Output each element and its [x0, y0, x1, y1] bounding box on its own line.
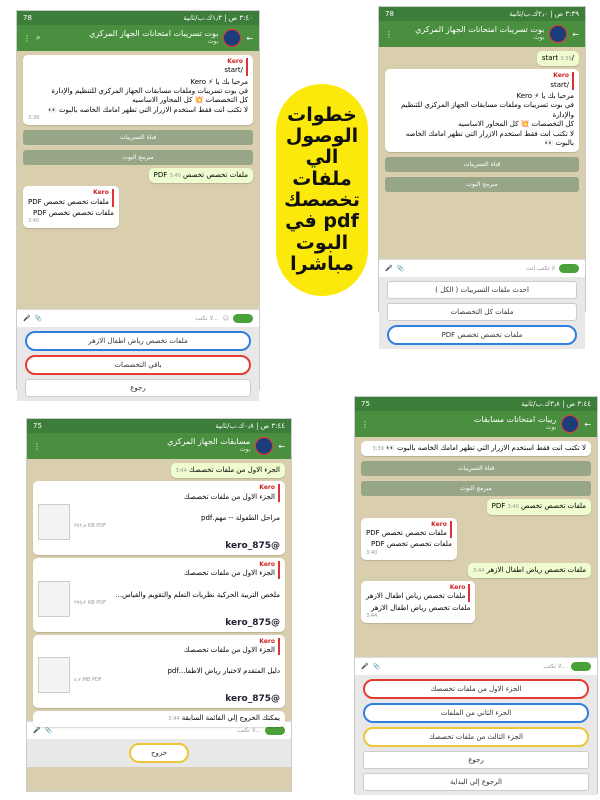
quote-text: الجزء الاول من ملفات تخصصك	[184, 492, 275, 501]
inline-button-leaks[interactable]: قناة التسريبات	[385, 157, 579, 172]
time: 3:44	[366, 613, 378, 619]
banner-text: خطوات الوصول الي ملفات تخصصك pdf في البوت مباشرا	[284, 103, 360, 275]
input-bar	[17, 309, 259, 327]
chat-header	[17, 25, 259, 51]
file-size: ٣٨٢٫٨ KB PDF	[74, 523, 107, 530]
intro-text: في بوت تسريبات وملفات مسابقات الجهاز المركزي للتنظيم والإدارة	[401, 101, 574, 119]
chat-subtitle: بوت	[239, 446, 251, 454]
file-name[interactable]: مراحل الطفولة -- مهم.pdf	[201, 513, 280, 522]
intro-text: في بوت تسريبات وملفات مسابقات الجهاز المركزي للتنظيم والإدارة	[51, 86, 248, 95]
chat-subtitle: بوت	[533, 34, 545, 42]
file-size: ٤٫٧ MB PDF	[74, 676, 102, 683]
time: 3:40	[507, 504, 519, 511]
quote-sender: Kero	[431, 520, 447, 528]
channel-tag: @kero_875	[225, 694, 280, 705]
keyboard-button[interactable]: باقي التخصصات	[25, 355, 251, 375]
channel-tag: @kero_875	[225, 617, 280, 628]
message-text: /start	[541, 54, 574, 62]
outgoing-message	[537, 51, 579, 66]
menu-icon[interactable]: ⋮	[23, 33, 31, 43]
chat-area	[355, 437, 597, 657]
message-bubble	[361, 441, 591, 456]
pdf-thumbnail-icon[interactable]	[38, 581, 70, 617]
quote-sender: Kero	[93, 189, 109, 197]
status-time: ٣:٤٤ ص | ٠٫٨ك.ب/ثانية	[215, 422, 285, 430]
status-bar	[27, 419, 291, 433]
status-time: ٣:٤٤ ص | ٣٫٨ك.ب/ثانية	[521, 400, 591, 408]
specs-text: كل التخصصات 💥 كل المحاور الاساسيه	[132, 96, 248, 105]
keyboard-button[interactable]: رجوع	[363, 751, 589, 769]
bot-keyboard	[355, 675, 597, 795]
message-text: ملفات تخصص تخصص PDF	[371, 540, 452, 549]
battery: 78	[23, 14, 32, 22]
specs-text: كل التخصصات 💥 كل المحاور الاساسيه	[458, 120, 574, 129]
quote-text: /start	[550, 80, 569, 89]
back-arrow-icon[interactable]: ←	[584, 419, 591, 429]
mic-icon[interactable]: 🎤	[361, 663, 369, 670]
message-text: الجزء الاول من ملفات تخصصك	[189, 466, 280, 474]
menu-button[interactable]	[559, 264, 579, 273]
time: 3:44	[473, 567, 485, 574]
time: 3:40	[28, 218, 40, 225]
message-bubble	[361, 518, 457, 560]
chat-subtitle: بوت	[207, 38, 219, 46]
chat-area	[17, 51, 259, 309]
emoji-icon[interactable]: ☺	[222, 315, 229, 322]
message-text: يمكنك الخروج إلي القائمة السابقة	[181, 714, 280, 723]
bot-keyboard	[379, 277, 585, 349]
keyboard-button[interactable]: ملفات تخصص رياض اطفال الازهر	[25, 331, 251, 351]
quote-sender: Kero	[259, 484, 275, 492]
message-input[interactable]: لا تكتب انت	[525, 265, 555, 272]
message-text: ملفات تخصص تخصص PDF	[33, 209, 114, 217]
quote-text: الجزء الاول من ملفات تخصصك	[184, 645, 275, 654]
quote-sender: Kero	[259, 637, 275, 645]
quote-sender: Kero	[553, 72, 569, 80]
inline-button-dev[interactable]: مبرمج البوت	[385, 177, 579, 192]
battery: 78	[385, 10, 394, 18]
time: 3:39	[372, 446, 384, 452]
outgoing-message	[171, 463, 285, 478]
keyboard-button[interactable]: احدث ملفات التسريبات ( الكل )	[387, 281, 577, 299]
outgoing-message	[149, 168, 253, 183]
chat-title: بوت تسريبات امتحانات الجهاز المركزي	[415, 25, 545, 35]
chat-area	[27, 459, 291, 721]
avatar[interactable]	[549, 25, 567, 43]
channel-tag: @kero_875	[225, 540, 280, 551]
keyboard-button[interactable]: الجزء الثاني من الملفات	[363, 703, 589, 723]
mic-icon[interactable]: 🎤	[385, 265, 393, 272]
chat-title: مسابقات الجهاز المركزي	[167, 437, 251, 447]
time: 3:44	[175, 468, 187, 474]
input-bar	[379, 259, 585, 277]
status-time: ٣:٣٩ ص | ٢٫٠ك.ب/ثانية	[509, 10, 579, 18]
quote-text: الجزء الاول من ملفات تخصصك	[184, 569, 275, 578]
quote-text: ملفات تخصص تخصص PDF	[366, 528, 447, 537]
welcome-text: مرحبا بك يا ⚡ Kero	[190, 77, 248, 86]
warn-text: لا تكتب انت فقط استخدم الازرار التي تظهر امامك الخاصه بالبوت 👀	[405, 129, 574, 148]
status-bar	[17, 11, 259, 25]
attach-icon[interactable]: 📎	[372, 663, 380, 670]
inline-button-leaks[interactable]: قناة التسريبات	[23, 130, 253, 145]
screenshot-3	[26, 418, 292, 792]
keyboard-button[interactable]: الرجوع إلي البداية	[363, 773, 589, 791]
file-size: ٣٧٥٫٢ KB PDF	[74, 599, 107, 606]
outgoing-message	[468, 563, 591, 578]
chat-header	[27, 433, 291, 459]
status-bar	[379, 7, 585, 21]
time: 3:40	[169, 173, 181, 180]
screenshot-2	[378, 6, 586, 339]
quote-sender: Kero	[259, 561, 275, 569]
file-message	[33, 481, 285, 555]
keyboard-button[interactable]: الجزء الاول من ملفات تخصصك	[363, 679, 589, 699]
chat-header	[379, 21, 585, 47]
chat-title: بوت تسريبات امتحانات الجهاز المركزي	[89, 29, 219, 39]
menu-button[interactable]	[571, 662, 591, 671]
file-message	[33, 558, 285, 632]
bot-keyboard	[27, 739, 291, 767]
message-text: ملفات تخصص تخصص PDF	[153, 171, 248, 180]
message-input[interactable]: لا تكتب...	[237, 727, 261, 734]
message-bubble	[23, 186, 119, 228]
file-message	[33, 635, 285, 709]
message-text: ملفات تخصص رياض اطفال الازهر	[486, 565, 586, 574]
menu-icon[interactable]: ⋮	[33, 441, 41, 451]
attach-icon[interactable]: 📎	[44, 727, 52, 734]
message-input[interactable]: لا تكتب...	[194, 315, 219, 322]
keyboard-button[interactable]: خروج	[129, 743, 189, 763]
chat-title: ريبات امتحانات مسابقات	[473, 415, 557, 425]
chat-area	[379, 47, 585, 259]
battery: 75	[361, 400, 370, 408]
quote-text: ملفات تخصص تخصص PDF	[28, 197, 109, 206]
message-text: ملفات تخصص رياض اطفال الازهر	[371, 603, 471, 612]
mic-icon[interactable]: 🎤	[33, 727, 41, 734]
screenshot-1	[16, 10, 260, 390]
quote-sender: Kero	[449, 584, 466, 592]
message-bubble	[33, 711, 285, 726]
back-arrow-icon[interactable]: ←	[278, 441, 285, 451]
keyboard-button[interactable]: رجوع	[25, 379, 251, 397]
back-arrow-icon[interactable]: ←	[572, 29, 579, 39]
time: 3:39	[560, 56, 572, 62]
back-arrow-icon[interactable]: ←	[246, 33, 253, 43]
inline-button-leaks[interactable]: قناة التسريبات	[361, 461, 591, 476]
chat-header	[355, 411, 597, 437]
menu-icon[interactable]: ⋮	[361, 419, 369, 429]
chat-subtitle: بوت	[545, 424, 557, 432]
screenshot-4	[354, 396, 598, 794]
keyboard-button[interactable]: ملفات كل التخصصات	[387, 303, 577, 321]
input-bar	[355, 657, 597, 675]
attach-icon[interactable]: 📎	[34, 315, 42, 322]
message-text: ملفات تخصص تخصص PDF	[491, 502, 586, 511]
pdf-thumbnail-icon[interactable]	[38, 504, 70, 540]
warn-text: لا تكتب انت فقط استخدم الازرار التي تظهر امامك الخاصه بالبوت 👀	[48, 105, 248, 114]
quote-sender: Kero	[227, 58, 243, 65]
keyboard-button[interactable]: ملفات تخصص تخصص PDF	[387, 325, 577, 345]
attach-icon[interactable]: 📎	[396, 265, 404, 272]
mic-icon[interactable]: 🎤	[23, 315, 31, 322]
menu-button[interactable]	[233, 314, 253, 323]
file-name[interactable]: ملخص التربية الحركية نظريات التعلم والتقويم والقياس...	[115, 590, 280, 599]
avatar[interactable]	[223, 29, 241, 47]
menu-button[interactable]	[265, 726, 285, 735]
time: 3:39	[28, 115, 40, 122]
time: 3:40	[366, 549, 378, 556]
avatar[interactable]	[561, 415, 579, 433]
message-bubble	[385, 69, 579, 151]
message-bubble	[23, 55, 253, 125]
avatar[interactable]	[255, 437, 273, 455]
keyboard-button[interactable]: الجزء الثالث من ملفات تخصصك	[363, 727, 589, 747]
pdf-thumbnail-icon[interactable]	[38, 657, 70, 693]
title-badge	[276, 84, 368, 296]
bot-keyboard	[17, 327, 259, 401]
menu-icon[interactable]: ⋮	[385, 29, 393, 39]
welcome-text: مرحبا بك يا ⚡ Kero	[516, 91, 574, 100]
battery: 75	[33, 422, 42, 430]
warn-text: لا تكتب انت فقط استخدم الازرار التي تظهر امامك الخاصه بالبوت 👀	[386, 444, 586, 452]
inline-button-dev[interactable]: مبرمج البوت	[23, 150, 253, 165]
quote-text: /start	[224, 66, 243, 75]
search-icon[interactable]: ⌕	[36, 33, 41, 42]
inline-button-dev[interactable]: مبرمج البوت	[361, 481, 591, 496]
outgoing-message	[487, 499, 591, 514]
message-bubble	[361, 581, 475, 623]
time: 3:44	[168, 716, 180, 723]
status-bar	[355, 397, 597, 411]
file-name[interactable]: دليل المتقدم لاختبار رياض الاطفا...pdf	[167, 667, 280, 676]
status-time: ٣:٤٠ ص | ١٫٣ك.ب/ثانية	[183, 14, 253, 22]
message-input[interactable]: لا تكتب...	[543, 663, 567, 670]
quote-text: ملفات تخصص رياض اطفال الازهر	[366, 592, 466, 601]
